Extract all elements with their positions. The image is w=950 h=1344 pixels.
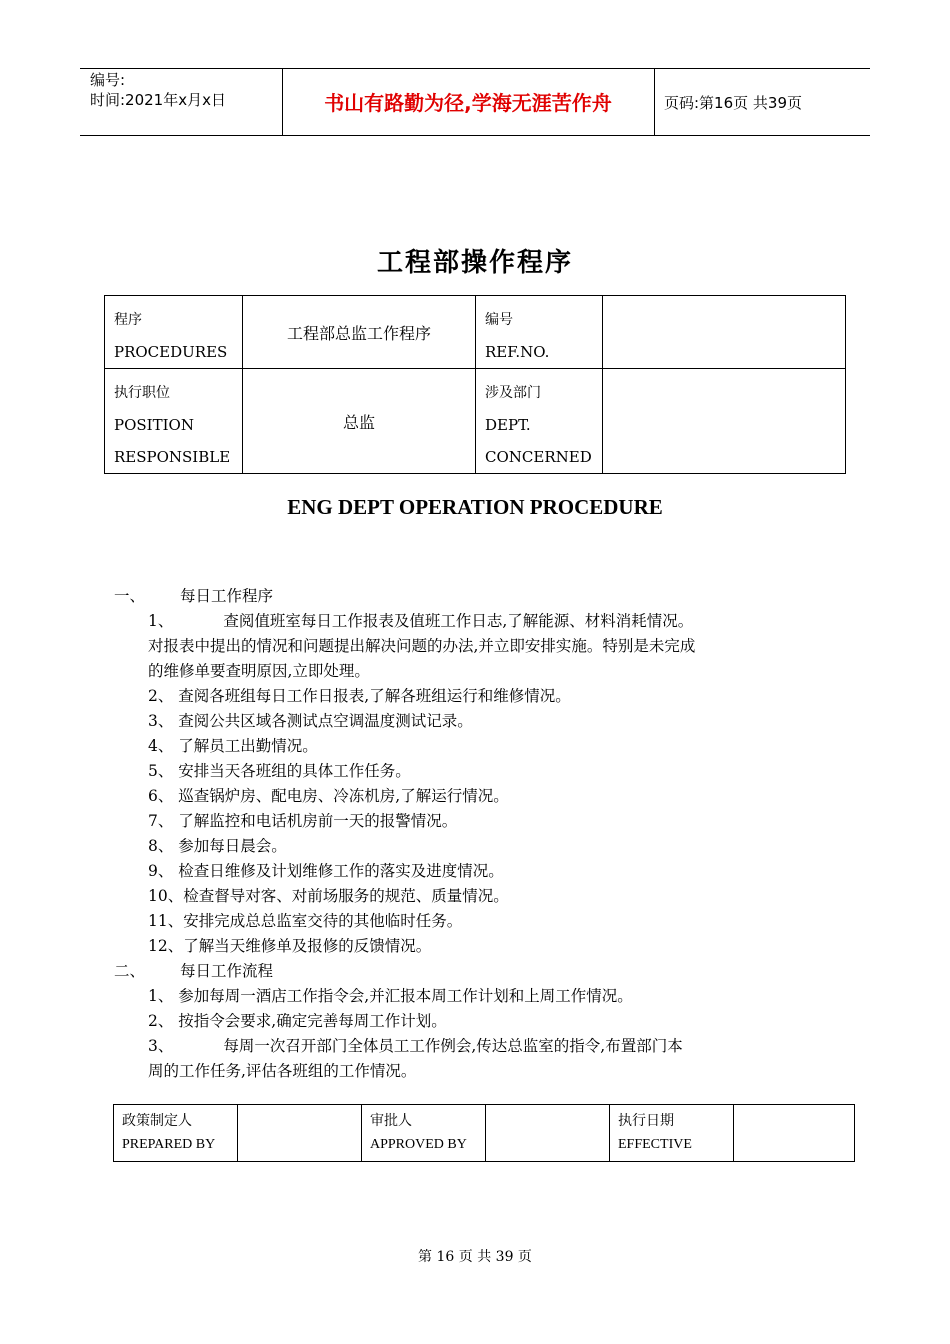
list-item: 5、 安排当天各班组的具体工作任务。 [148,762,411,780]
item-number: 3、 [148,1037,174,1055]
dept-en-label: DEPT. [485,416,531,434]
position-en-label: POSITION [114,416,194,434]
list-item: 12、了解当天维修单及报修的反馈情况。 [148,937,432,955]
approved-by-cn-label: 审批人 [370,1113,412,1129]
position-value: 总监 [342,412,375,432]
refno-en-label: REF.NO. [485,343,550,361]
section-number: 一、 [114,587,146,605]
header-bottom-rule [80,135,870,136]
procedure-value-cell [243,296,476,369]
signoff-table [113,1104,855,1162]
list-item: 9、 检查日维修及计划维修工作的落实及进度情况。 [148,862,504,880]
section-title: 每日工作程序 [180,587,274,605]
section-heading [114,584,844,609]
position-value-cell [243,369,476,474]
section-number: 二、 [114,962,146,980]
item-text: 每周一次召开部门全体员工工作例会,传达总监室的指令,布置部门本 [223,1037,683,1055]
dept-label-cell [476,369,603,474]
list-item [114,1034,844,1059]
position-en-label-2: RESPONSIBLE [114,448,231,466]
dept-cn-label: 涉及部门 [485,385,541,401]
procedure-value: 工程部总监工作程序 [286,323,431,343]
refno-label-cell [476,296,603,369]
list-item: 7、 了解监控和电话机房前一天的报警情况。 [148,812,458,830]
approved-by-en-label: APPROVED BY [370,1137,467,1152]
list-item: 3、 查阅公共区域各测试点空调温度测试记录。 [148,712,473,730]
dept-value-cell [603,369,846,474]
list-item [114,609,844,634]
procedure-info-table [104,295,846,474]
list-item: 1、 参加每周一酒店工作指令会,并汇报本周工作计划和上周工作情况。 [148,987,633,1005]
page-subtitle: ENG DEPT OPERATION PROCEDURE [287,495,663,519]
procedures-en-label: PROCEDURES [114,343,228,361]
prepared-by-en-label: PREPARED BY [122,1137,216,1152]
item-number: 1、 [148,612,174,630]
prepared-by-cell [114,1105,238,1162]
refno-cn-label: 编号 [485,312,513,328]
dept-en-label-2: CONCERNED [485,448,592,466]
header-motto: 书山有路勤为径,学海无涯苦作舟 [324,91,612,115]
page-footer: 第 16 页 共 39 页 [418,1249,532,1265]
procedure-body [114,584,844,1084]
position-cn-label: 执行职位 [114,385,170,401]
header-divider [654,68,655,135]
list-item: 8、 参加每日晨会。 [148,837,287,855]
approved-by-cell [362,1105,486,1162]
effective-cn-label: 执行日期 [618,1113,674,1129]
list-item-continuation: 对报表中提出的情况和问题提出解决问题的办法,并立即安排实施。特别是未完成 [148,637,696,655]
list-item-continuation: 周的工作任务,评估各班组的工作情况。 [148,1062,417,1080]
procedures-label-cell [105,296,243,369]
list-item: 2、 按指令会要求,确定完善每周工作计划。 [148,1012,447,1030]
procedures-cn-label: 程序 [114,312,142,328]
refno-value-cell [603,296,846,369]
section-heading [114,959,844,984]
document-number-label: 编号: [90,71,126,89]
page-title: 工程部操作程序 [376,248,573,278]
effective-en-label: EFFECTIVE [618,1137,692,1152]
list-item-continuation: 的维修单要查明原因,立即处理。 [148,662,370,680]
list-item: 10、检查督导对客、对前场服务的规范、质量情况。 [148,887,509,905]
header-page-info: 页码:第16页 共39页 [664,94,802,112]
prepared-by-value-cell [238,1105,362,1162]
list-item: 11、安排完成总总监室交待的其他临时任务。 [148,912,463,930]
effective-cell [610,1105,734,1162]
list-item: 2、 查阅各班组每日工作日报表,了解各班组运行和维修情况。 [148,687,571,705]
list-item: 4、 了解员工出勤情况。 [148,737,318,755]
item-text: 查阅值班室每日工作报表及值班工作日志,了解能源、材料消耗情况。 [223,612,694,630]
section-title: 每日工作流程 [180,962,274,980]
effective-value-cell [734,1105,855,1162]
list-item: 6、 巡查锅炉房、配电房、冷冻机房,了解运行情况。 [148,787,509,805]
prepared-by-cn-label: 政策制定人 [122,1113,192,1129]
document-time-label: 时间:2021年x月x日 [90,91,226,109]
position-label-cell [105,369,243,474]
approved-by-value-cell [486,1105,610,1162]
